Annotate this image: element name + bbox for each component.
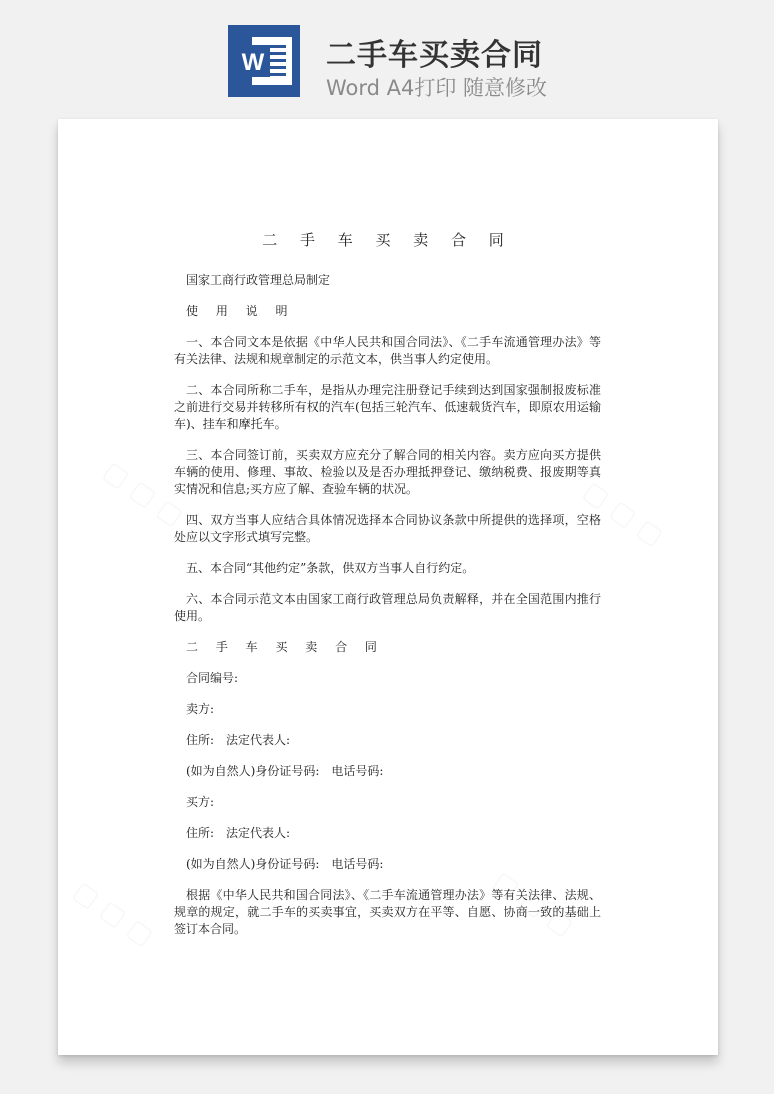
instruction-paragraph-2: 二、本合同所称二手车，是指从办理完注册登记手续到达到国家强制报废标准之前进行交易并转移所有权的汽车(包括三轮汽车、低速载货汽车，即原农用运输车)、挂车和摩托车。: [174, 383, 601, 431]
buyer-address-line: 住所: 法定代表人:: [186, 826, 291, 840]
header: [0, 0, 774, 110]
seller-id-line: (如为自然人)身份证号码: 电话号码:: [186, 764, 384, 778]
word-icon-letter: W: [241, 49, 265, 76]
instructions-heading: 使 用 说 明: [186, 304, 295, 318]
seller-line: 卖方:: [186, 702, 215, 716]
word-icon: [228, 25, 300, 97]
watermark-decoration: ▢ ▢ ▢: [97, 455, 189, 533]
watermark-decoration: ▢ ▢ ▢: [487, 865, 579, 943]
buyer-id-line: (如为自然人)身份证号码: 电话号码:: [186, 857, 384, 871]
watermark-decoration: ▢ ▢ ▢: [577, 475, 669, 553]
issuer-line: 国家工商行政管理总局制定: [186, 273, 331, 287]
closing-paragraph: 根据《中华人民共和国合同法》、《二手车流通管理办法》等有关法律、法规、规章的规定，就二手车的买卖事宜，买卖双方在平等、自愿、协商一致的基础上签订本合同。: [174, 888, 601, 936]
page-subtitle: Word A4打印 随意修改: [326, 76, 548, 100]
instruction-paragraph-5: 五、本合同“其他约定”条款，供双方当事人自行约定。: [186, 561, 475, 575]
document-content: [174, 230, 601, 952]
instruction-paragraph-4: 四、双方当事人应结合具体情况选择本合同协议条款中所提供的选择项，空格处应以文字形式填写完整。: [174, 513, 601, 544]
contract-number-line: 合同编号:: [186, 671, 239, 685]
contract-heading: 二 手 车 买 卖 合 同: [186, 640, 384, 654]
seller-address-line: 住所: 法定代表人:: [186, 733, 291, 747]
document-title: 二 手 车 买 卖 合 同: [262, 231, 513, 249]
watermark-decoration: ▢ ▢ ▢: [67, 875, 159, 953]
buyer-line: 买方:: [186, 795, 215, 809]
instruction-paragraph-6: 六、本合同示范文本由国家工商行政管理总局负责解释，并在全国范围内推行使用。: [174, 592, 601, 623]
instruction-paragraph-3: 三、本合同签订前，买卖双方应充分了解合同的相关内容。卖方应向买方提供车辆的使用、修理、事故、检验以及是否办理抵押登记、缴纳税费、报废期等真实情况和信息;买方应了解、查验车辆的状况。: [174, 448, 601, 496]
page-title: 二手车买卖合同: [326, 38, 543, 73]
document-page: [58, 119, 718, 1055]
instruction-paragraph-1: 一、本合同文本是依据《中华人民共和国合同法》、《二手车流通管理办法》等有关法律、法规和规章制定的示范文本，供当事人约定使用。: [174, 335, 601, 366]
